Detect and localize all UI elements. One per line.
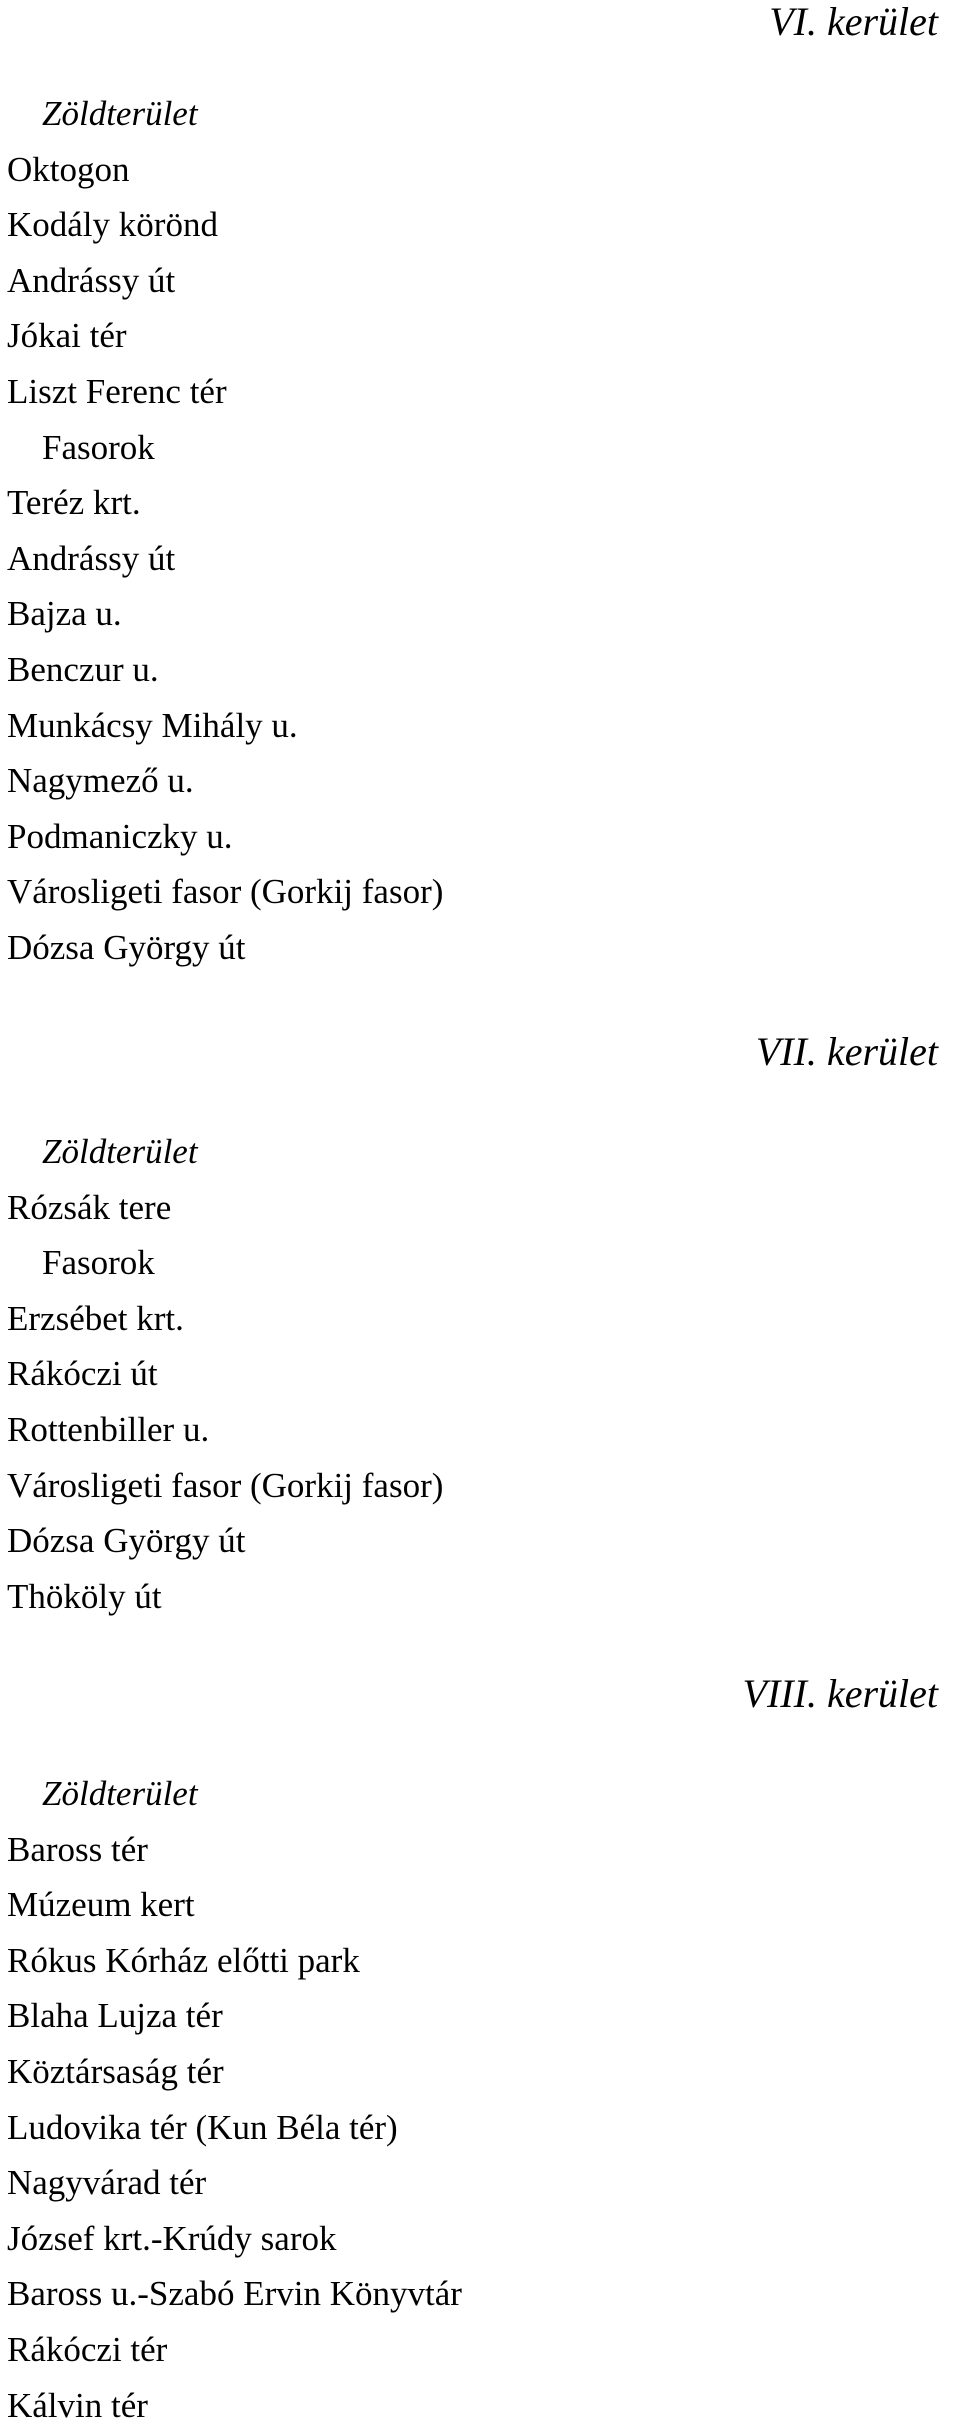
list-item: Városligeti fasor (Gorkij fasor): [7, 872, 444, 912]
district-vii-tree-heading: Fasorok: [42, 1243, 155, 1283]
list-item: Kodály körönd: [7, 205, 218, 245]
district-vi-green-heading: Zöldterület: [42, 94, 198, 133]
list-item: Podmaniczky u.: [7, 816, 233, 856]
district-viii-green-group: [0, 1766, 940, 2433]
list-item: Baross u.-Szabó Ervin Könyvtár: [7, 2274, 462, 2314]
list-item: Nagyvárad tér: [7, 2163, 207, 2203]
district-vii-green-group: [0, 1124, 940, 1624]
list-item: Rózsák tere: [7, 1187, 172, 1227]
list-item: Rákóczi tér: [7, 2329, 168, 2369]
district-vii-title: VII. kerület: [755, 1029, 938, 1074]
list-item: Dózsa György út: [7, 927, 246, 967]
list-item: Blaha Lujza tér: [7, 1996, 223, 2036]
district-vi-title: VI. kerület: [769, 0, 938, 44]
list-item: Munkácsy Mihály u.: [7, 705, 298, 745]
district-viii-title: VIII. kerület: [742, 1671, 938, 1716]
list-item: Dózsa György út: [7, 1521, 246, 1561]
list-item: Rottenbiller u.: [7, 1409, 210, 1449]
list-item: Jókai tér: [7, 316, 127, 356]
list-item: Kálvin tér: [7, 2385, 148, 2425]
list-item: Rókus Kórház előtti park: [7, 1940, 360, 1980]
list-item: Oktogon: [7, 149, 130, 189]
list-item: Városligeti fasor (Gorkij fasor): [7, 1465, 444, 1505]
list-item: Andrássy út: [7, 260, 176, 300]
list-item: Erzsébet krt.: [7, 1298, 184, 1338]
list-item: Liszt Ferenc tér: [7, 371, 227, 411]
list-item: Teréz krt.: [7, 483, 141, 523]
list-item: Benczur u.: [7, 649, 159, 689]
district-viii-green-heading: Zöldterület: [42, 1774, 198, 1813]
list-item: József krt.-Krúdy sarok: [7, 2218, 337, 2258]
district-vi-green-group: [0, 86, 940, 976]
list-item: Andrássy út: [7, 538, 176, 578]
list-item: Ludovika tér (Kun Béla tér): [7, 2107, 398, 2147]
district-vii-green-heading: Zöldterület: [42, 1132, 198, 1171]
list-item: Nagymező u.: [7, 761, 194, 801]
list-item: Thököly út: [7, 1576, 162, 1616]
list-item: Baross tér: [7, 1829, 148, 1869]
list-item: Bajza u.: [7, 594, 122, 634]
list-item: Rákóczi út: [7, 1354, 158, 1394]
list-item: Múzeum kert: [7, 1885, 195, 1925]
district-vi-tree-heading: Fasorok: [42, 427, 155, 467]
list-item: Köztársaság tér: [7, 2051, 224, 2091]
